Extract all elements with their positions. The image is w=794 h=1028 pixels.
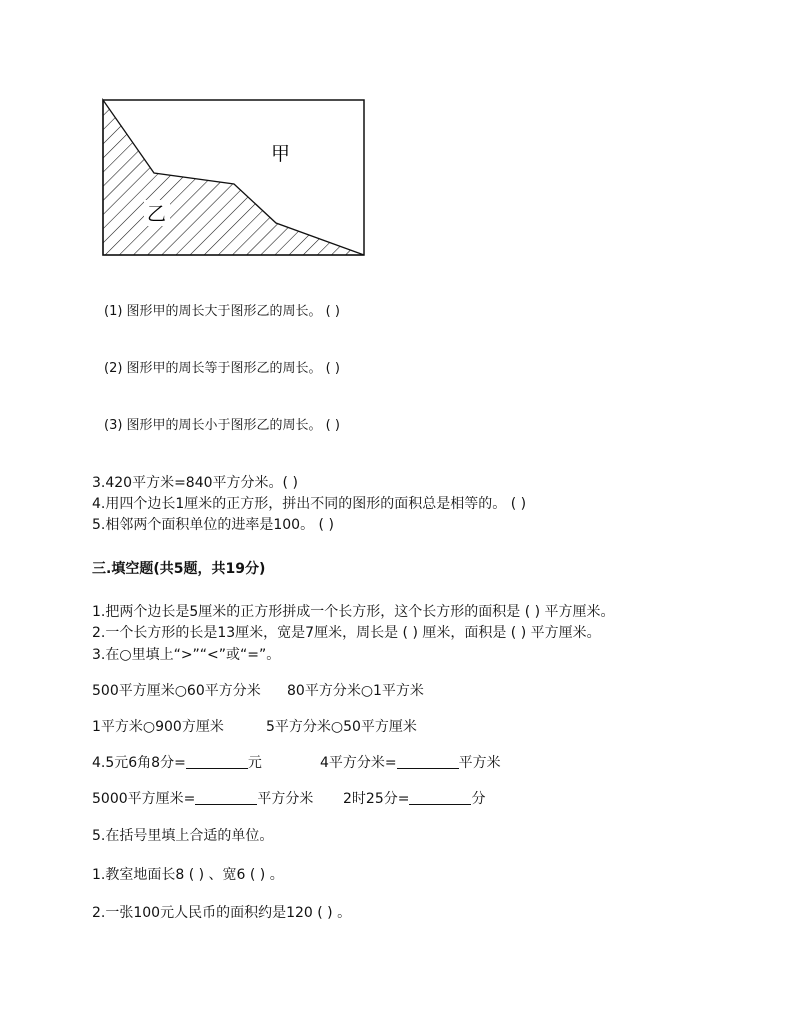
fill-q2: 2.一个长方形的长是13厘米，宽是7厘米，周长是 ( ) 厘米，面积是 ( ) 平方厘米。 — [92, 625, 601, 641]
fill-q4b-suffix: 平方米 — [458, 755, 501, 771]
fill-q4c — [92, 788, 313, 808]
fill-q4d — [343, 788, 485, 808]
compare-2b: 5平方分米○50平方厘米 — [266, 719, 417, 735]
fill-q4a — [92, 752, 262, 772]
section-title: 三.填空题(共5题，共19分) — [92, 561, 266, 577]
blank-q4d[interactable] — [409, 790, 471, 805]
fill-q3: 3.在○里填上“>”“<”或“=”。 — [92, 647, 281, 663]
judge-item-3: (3) 图形甲的周长小于图形乙的周长。 ( ) — [104, 418, 340, 433]
compare-1b: 80平方分米○1平方米 — [287, 683, 424, 699]
label-yi: 乙 — [147, 203, 167, 225]
fill-q4d-suffix: 分 — [471, 791, 486, 807]
fill-q5: 5.在括号里填上合适的单位。 — [92, 828, 274, 844]
fill-q4d-prefix: 2时25分= — [343, 791, 410, 807]
shape-figure — [96, 94, 372, 262]
blank-q4c[interactable] — [195, 790, 257, 805]
blank-q4a[interactable] — [186, 754, 248, 769]
judge-item-3-area: 3.420平方米=840平方分米。( ) — [92, 475, 298, 491]
fill-q4b-prefix: 4平方分米= — [320, 755, 397, 771]
blank-q4b[interactable] — [397, 754, 459, 769]
fill-q4b — [320, 752, 501, 772]
fill-q4a-prefix: 4.5元6角8分= — [92, 755, 186, 771]
judge-item-1: (1) 图形甲的周长大于图形乙的周长。 ( ) — [104, 304, 340, 319]
compare-2a: 1平方米○900方厘米 — [92, 719, 224, 735]
compare-1a: 500平方厘米○60平方分米 — [92, 683, 261, 699]
judge-item-5-rate: 5.相邻两个面积单位的进率是100。 ( ) — [92, 517, 334, 533]
judge-item-2: (2) 图形甲的周长等于图形乙的周长。 ( ) — [104, 361, 340, 376]
fill-q1: 1.把两个边长是5厘米的正方形拼成一个长方形，这个长方形的面积是 ( ) 平方厘米。 — [92, 604, 615, 620]
label-jia: 甲 — [271, 143, 291, 165]
fill-q4c-prefix: 5000平方厘米= — [92, 791, 196, 807]
region-yi-hatched — [103, 100, 364, 255]
fill-q5-2: 2.一张100元人民币的面积约是120 ( ) 。 — [92, 905, 352, 921]
fill-q5-1: 1.教室地面长8 ( ) 、宽6 ( ) 。 — [92, 867, 284, 883]
fill-q4c-suffix: 平方分米 — [257, 791, 314, 807]
fill-q4a-suffix: 元 — [247, 755, 262, 771]
judge-item-4-square: 4.用四个边长1厘米的正方形，拼出不同的图形的面积总是相等的。 ( ) — [92, 496, 527, 512]
